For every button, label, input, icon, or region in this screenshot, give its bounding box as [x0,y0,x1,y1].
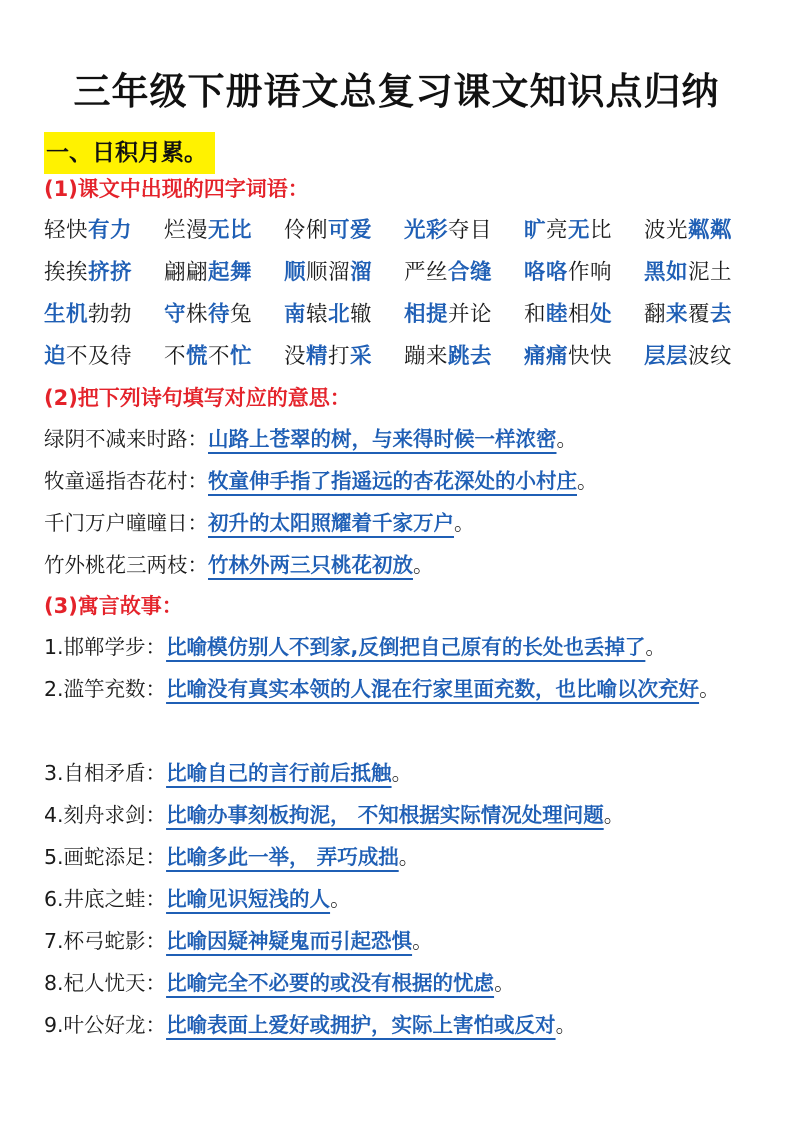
fable-item [44,794,756,836]
word-text: 相 [568,302,591,327]
fable-term: 1.邯郸学步： [44,635,167,659]
word-text: 烂漫 [164,218,209,243]
four-char-word [44,210,164,252]
fable-period: 。 [412,929,433,953]
word-text: 不 [208,344,231,369]
word-highlight: 慌 [186,344,209,369]
four-char-word [44,336,164,378]
word-highlight: 起舞 [208,260,253,285]
poem-meaning: 初升的太阳照耀着千家万户 [208,511,454,535]
fable-term: 6.井底之蛙： [44,887,167,911]
word-highlight: 忙 [230,344,253,369]
word-highlight: 南 [284,302,307,327]
poem-item [44,418,756,460]
fable-item [44,752,756,794]
fable-meaning: 比喻模仿别人不到家,反倒把自己原有的长处也丢掉了 [166,635,646,659]
four-char-word [524,210,644,252]
word-text: 蹦来 [404,344,449,369]
word-text: 辕 [306,302,329,327]
four-char-word [524,336,644,378]
word-text: 严丝 [404,260,449,285]
word-highlight: 去 [710,302,733,327]
word-text: 不 [164,344,187,369]
poem-term: 牧童遥指杏花村： [44,469,208,493]
fable-meaning: 比喻因疑神疑鬼而引起恐惧 [166,929,413,953]
word-highlight: 无 [568,218,591,243]
fable-item [44,836,756,878]
four-char-word [404,210,524,252]
subheading-fables: (3)寓言故事： [44,594,183,618]
fable-meaning: 比喻办事刻板拘泥， 不知根据实际情况处理问题 [166,803,604,827]
poem-term: 千门万户曈曈日： [44,511,208,535]
poem-term: 绿阴不减来时路： [44,427,208,451]
word-highlight: 处 [590,302,613,327]
word-text: 亮 [546,218,569,243]
word-highlight: 顺 [284,260,307,285]
poem-period: 。 [577,469,598,493]
four-char-word [404,336,524,378]
section-heading-1: 一、日积月累。 [44,132,215,174]
fable-item [44,920,756,962]
word-highlight: 无比 [208,218,253,243]
fable-term: 4.刻舟求剑： [44,803,167,827]
four-char-word [164,210,284,252]
four-char-word [644,210,764,252]
fable-term: 9.叶公好龙： [44,1013,167,1037]
subheading-poems: (2)把下列诗句填写对应的意思： [44,386,351,410]
word-highlight: 层层 [644,344,689,369]
word-highlight: 采 [350,344,373,369]
four-char-word [164,336,284,378]
word-highlight: 咯咯 [524,260,569,285]
poem-meaning: 山路上苍翠的树，与来得时候一样浓密 [208,427,557,451]
fable-period: 。 [699,677,720,701]
word-text: 覆 [688,302,711,327]
word-highlight: 痛痛 [524,344,569,369]
word-highlight: 粼粼 [688,218,733,243]
fable-period: 。 [555,1013,577,1037]
fable-term: 7.杯弓蛇影： [44,929,167,953]
word-highlight: 光彩 [404,218,449,243]
fable-term: 8.杞人忧天： [44,971,167,995]
word-highlight: 挤挤 [88,260,133,285]
word-highlight: 精 [306,344,329,369]
word-highlight: 有力 [88,218,133,243]
word-highlight: 睦 [546,302,569,327]
word-highlight: 黑如 [644,260,689,285]
four-char-word [44,294,164,336]
word-highlight: 溜 [350,260,373,285]
word-highlight: 合缝 [448,260,493,285]
four-char-word [284,336,404,378]
fable-period: 。 [391,761,413,785]
four-char-word [524,294,644,336]
poem-item [44,544,756,586]
fable-meaning: 比喻自己的言行前后抵触 [166,761,392,785]
fable-meaning: 比喻没有真实本领的人混在行家里面充数，也比喻以次充好 [166,677,700,701]
word-text: 打 [328,344,351,369]
page-title: 三年级下册语文总复习课文知识点归纳 [73,70,720,113]
word-text: 夺目 [448,218,493,243]
word-text: 株 [186,302,209,327]
word-text: 波纹 [688,344,733,369]
fable-period: 。 [603,803,625,827]
word-highlight: 旷 [524,218,547,243]
four-char-word [644,252,764,294]
word-text: 伶俐 [284,218,329,243]
word-text: 作响 [568,260,613,285]
four-char-word [404,252,524,294]
word-text: 没 [284,344,307,369]
four-char-word [284,210,404,252]
four-char-word [164,294,284,336]
four-char-word [524,252,644,294]
word-text: 挨挨 [44,260,89,285]
subheading-four-char-words: (1)课文中出现的四字词语： [44,177,309,201]
word-highlight: 北 [328,302,351,327]
poem-term: 竹外桃花三两枝： [44,553,208,577]
fable-term: 3.自相矛盾： [44,761,167,785]
poem-meaning: 牧童伸手指了指遥远的杏花深处的小村庄 [208,469,577,493]
fable-period: 。 [494,971,515,995]
word-text: 兔 [230,302,253,327]
word-text: 比 [590,218,613,243]
four-char-word [284,294,404,336]
word-text: 辙 [350,302,373,327]
fable-item [44,962,756,1004]
poem-item [44,460,756,502]
word-highlight: 来 [666,302,689,327]
fable-period: 。 [330,887,351,911]
poem-item [44,502,756,544]
word-text: 并论 [448,302,493,327]
word-text: 轻快 [44,218,89,243]
fable-meaning: 比喻多此一举， 弄巧成拙 [166,845,399,869]
word-text: 和 [524,302,547,327]
poem-period: 。 [454,511,475,535]
word-text: 泥土 [688,260,733,285]
four-char-word [284,252,404,294]
four-char-word [644,336,764,378]
fable-period: 。 [398,845,420,869]
fable-period: 。 [645,635,666,659]
four-char-word [44,252,164,294]
word-highlight: 相提 [404,302,449,327]
poem-meaning: 竹林外两三只桃花初放 [208,553,413,577]
word-text: 快快 [568,344,613,369]
fable-meaning: 比喻表面上爱好或拥护，实际上害怕或反对 [166,1013,556,1037]
fable-item [44,668,756,710]
fable-item [44,626,756,668]
word-highlight: 跳去 [448,344,493,369]
word-highlight: 迫 [44,344,67,369]
word-text: 翩翩 [164,260,209,285]
fable-item [44,1004,756,1046]
four-char-word [644,294,764,336]
four-char-word [164,252,284,294]
word-highlight: 守 [164,302,187,327]
word-text: 翻 [644,302,667,327]
fable-meaning: 比喻完全不必要的或没有根据的忧虑 [166,971,495,995]
fable-item [44,878,756,920]
four-char-word [404,294,524,336]
word-highlight: 待 [208,302,231,327]
fable-term: 2.滥竽充数： [44,677,167,701]
poem-period: 。 [556,427,577,451]
word-text: 顺溜 [306,260,351,285]
fable-term: 5.画蛇添足： [44,845,167,869]
word-text: 不及待 [66,344,133,369]
word-highlight: 可爱 [328,218,373,243]
word-highlight: 生机 [44,302,89,327]
fable-meaning: 比喻见识短浅的人 [166,887,331,911]
poem-period: 。 [413,553,434,577]
word-text: 波光 [644,218,689,243]
four-char-word-grid [44,210,764,378]
word-text: 勃勃 [88,302,133,327]
